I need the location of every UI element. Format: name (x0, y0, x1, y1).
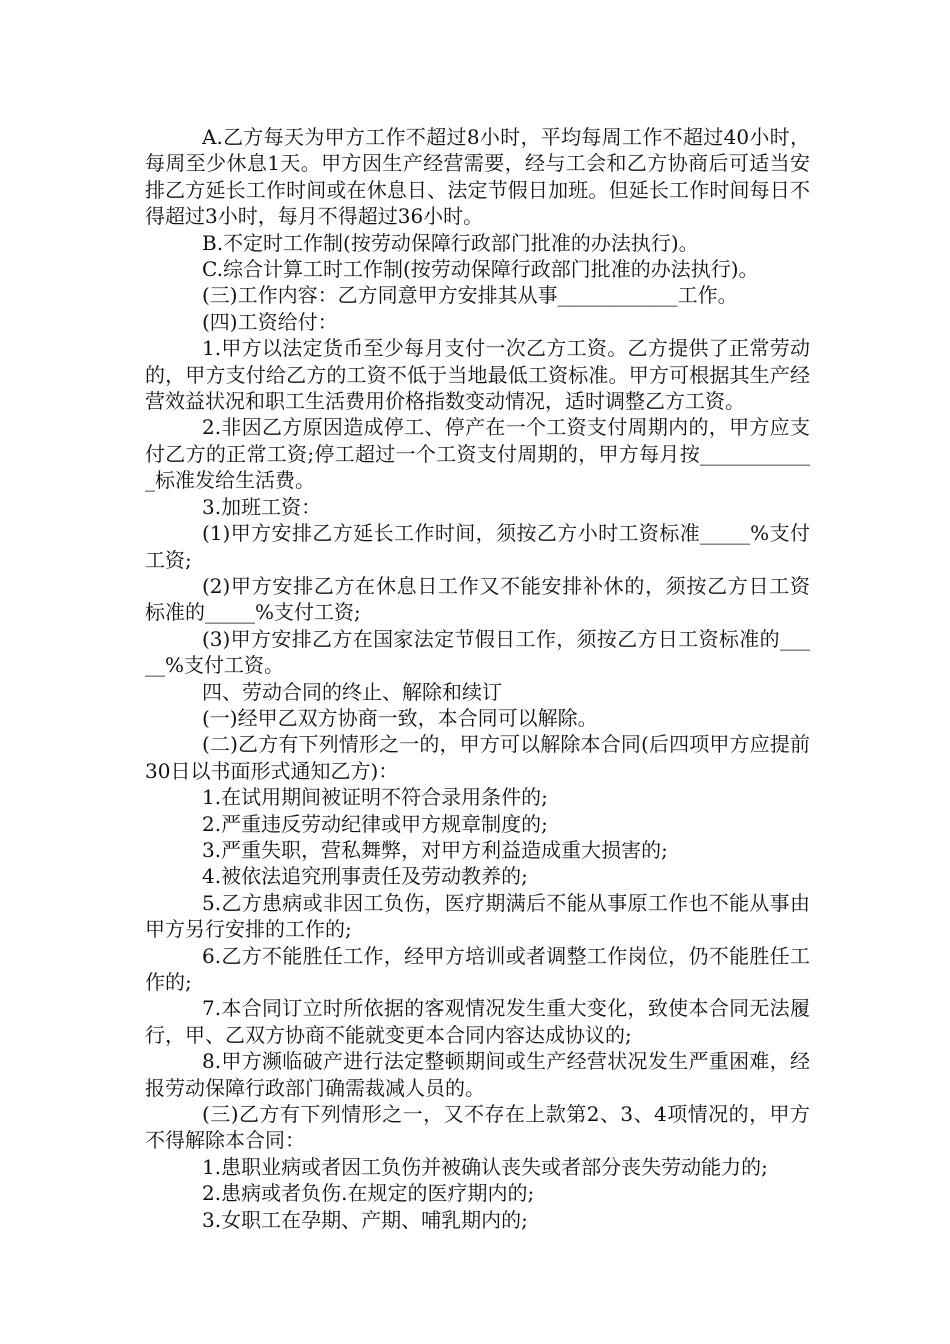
paragraph-overtime-3: (3)甲方安排乙方在国家法定节假日工作，须按乙方日工资标准的_____%支付工资。 (145, 626, 810, 678)
paragraph-working-hours-b: B.不定时工作制(按劳动保障行政部门批准的办法执行)。 (202, 230, 699, 255)
paragraph-working-hours-a: A.乙方每天为甲方工作不超过8小时，平均每周工作不超过40小时，每周至少休息1天。甲方因生产经营需要，经与工会和乙方协商后可适当安排乙方延长工作时间或在休息日、法定节假日加班。但延长工作时间每日不得超过3小时，每月不得超过36小时。 (145, 125, 810, 229)
list-item: 2.患病或者负伤.在规定的医疗期内的; (202, 1181, 535, 1206)
list-item: 8.甲方濒临破产进行法定整顿期间或生产经营状况发生严重困难，经报劳动保障行政部门确需裁减人员的。 (145, 1049, 810, 1100)
list-item: 3.严重失职，营私舞弊，对甲方利益造成重大损害的; (202, 837, 668, 862)
paragraph-work-content: (三)工作内容：乙方同意甲方安排其从事____________工作。 (202, 283, 738, 308)
list-item: 4.被依法追究刑事责任及劳动教养的; (202, 864, 528, 889)
list-item: 5.乙方患病或非因工负伤，医疗期满后不能从事原工作也不能从事由甲方另行安排的工作的; (145, 890, 810, 942)
paragraph-termination-3: (三)乙方有下列情形之一，又不存在上款第2、3、4项情况的，甲方不得解除本合同： (145, 1102, 810, 1153)
list-item: 2.严重违反劳动纪律或甲方规章制度的; (202, 811, 548, 836)
list-item: 1.在试用期间被证明不符合录用条件的; (202, 785, 548, 810)
paragraph-overtime-2: (2)甲方安排乙方在休息日工作又不能安排补休的，须按乙方日工资标准的_____%支付工资; (145, 573, 810, 625)
paragraph-wage-2: 2.非因乙方原因造成停工、停产在一个工资支付周期内的，甲方应支付乙方的正常工资;停工超过一个工资支付周期的，甲方每月按____________标准发给生活费。 (145, 415, 810, 493)
paragraph-working-hours-c: C.综合计算工时工作制(按劳动保障行政部门批准的办法执行)。 (202, 257, 759, 282)
list-item: 6.乙方不能胜任工作，经甲方培训或者调整工作岗位，仍不能胜任工作的; (145, 943, 810, 994)
list-item: 3.女职工在孕期、产期、哺乳期内的; (202, 1207, 528, 1232)
section-heading-termination: 四、劳动合同的终止、解除和续订 (202, 679, 502, 704)
paragraph-wage-1: 1.甲方以法定货币至少每月支付一次乙方工资。乙方提供了正常劳动的，甲方支付给乙方的工资不低于当地最低工资标准。甲方可根据其生产经营效益状况和职工生活费用价格指数变动情况，适时调整乙方工资。 (145, 336, 810, 414)
document-body (145, 124, 810, 1233)
list-item: 7.本合同订立时所依据的客观情况发生重大变化，致使本合同无法履行，甲、乙双方协商不能就变更本合同内容达成协议的; (145, 996, 810, 1047)
paragraph-wage-heading: (四)工资给付： (202, 309, 338, 334)
paragraph-termination-2: (二)乙方有下列情形之一的，甲方可以解除本合同(后四项甲方应提前30日以书面形式通知乙方)： (145, 732, 810, 783)
paragraph-termination-1: (一)经甲乙双方协商一致，本合同可以解除。 (202, 705, 598, 730)
paragraph-overtime-heading: 3.加班工资： (202, 494, 322, 519)
paragraph-overtime-1: (1)甲方安排乙方延长工作时间，须按乙方小时工资标准_____%支付工资; (145, 521, 810, 572)
list-item: 1.患职业病或者因工负伤并被确认丧失或者部分丧失劳动能力的; (202, 1154, 768, 1179)
